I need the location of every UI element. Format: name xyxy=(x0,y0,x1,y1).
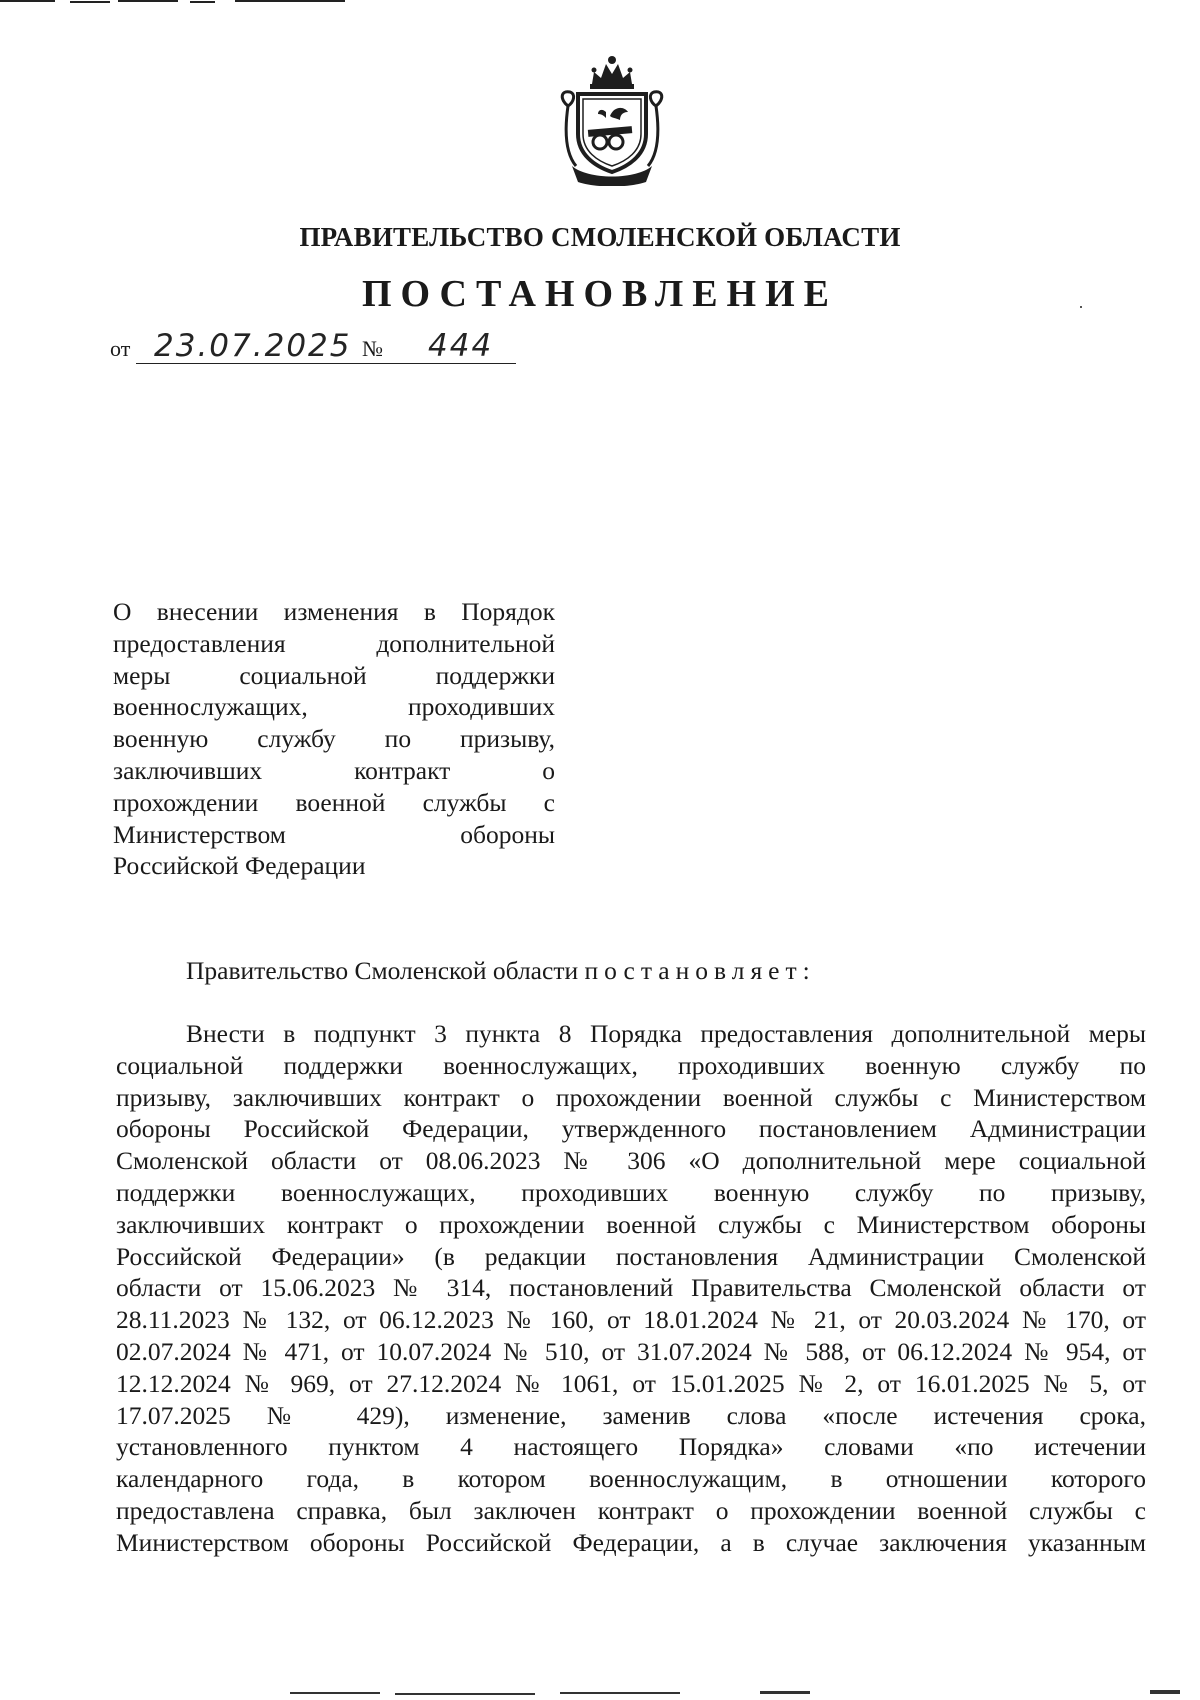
scan-speck xyxy=(1080,306,1082,308)
body-line: призыву, заключивших контракт о прохождении военной службы с Министерством xyxy=(116,1082,1146,1112)
body-line: 17.07.2025 № 429), изменение, заменив слова «после истечения срока, xyxy=(116,1400,1146,1430)
subject-line: О внесении изменения в Порядок xyxy=(113,597,555,626)
subject-line: военную службу по призыву, xyxy=(113,724,555,754)
preamble-text: Правительство Смоленской области xyxy=(186,956,585,985)
date-prefix: от xyxy=(110,336,131,361)
body-line: поддержки военнослужащих, проходивших военную службу по призыву, xyxy=(116,1177,1146,1207)
preamble-resolves: постановляет: xyxy=(584,956,816,985)
handwritten-number: 444 xyxy=(428,328,494,364)
body-line: Российской Федерации» (в редакции постановления Администрации Смоленской xyxy=(116,1241,1146,1271)
resolution-body xyxy=(116,1018,1146,1559)
scan-artifact-bottom xyxy=(0,1688,1200,1698)
subject-line: Министерством обороны xyxy=(113,819,555,849)
document-subject xyxy=(113,596,555,882)
body-line: социальной поддержки военнослужащих, проходивших военную службу по xyxy=(116,1050,1146,1080)
scan-artifact-top xyxy=(0,0,350,3)
body-line: Министерством обороны Российской Федерации, а в случае заключения указанным xyxy=(116,1527,1146,1557)
subject-line: меры социальной поддержки xyxy=(113,660,555,690)
handwritten-date: 23.07.2025 xyxy=(154,328,352,364)
subject-line: прохождении военной службы с xyxy=(113,787,555,817)
subject-line: предоставления дополнительной xyxy=(113,628,555,658)
body-line: 12.12.2024 № 969, от 27.12.2024 № 1061, от 15.01.2025 № 2, от 16.01.2025 № 5, от xyxy=(116,1368,1146,1398)
body-line: 28.11.2023 № 132, от 06.12.2023 № 160, от 18.01.2024 № 21, от 20.03.2024 № 170, от xyxy=(116,1305,1146,1335)
body-line: 02.07.2024 № 471, от 10.07.2024 № 510, от 31.07.2024 № 588, от 06.12.2024 № 954, от xyxy=(116,1336,1146,1366)
subject-line: Российской Федерации xyxy=(113,851,366,881)
body-line: предоставлена справка, был заключен контракт о прохождении военной службы с xyxy=(116,1495,1146,1525)
document-type-title: ПОСТАНОВЛЕНИЕ xyxy=(361,273,839,315)
date-number-line xyxy=(110,330,530,370)
body-line: области от 15.06.2023 № 314, постановлений Правительства Смоленской области от xyxy=(116,1273,1146,1303)
body-line: Внести в подпункт 3 пункта 8 Порядка предоставления дополнительной меры xyxy=(186,1019,1146,1048)
body-line: заключивших контракт о прохождении военной службы с Министерством обороны xyxy=(116,1209,1146,1239)
body-line: обороны Российской Федерации, утвержденного постановлением Администрации xyxy=(116,1114,1146,1144)
number-prefix: № xyxy=(362,336,383,361)
subject-line: военнослужащих, проходивших xyxy=(113,692,555,722)
body-line: установленного пунктом 4 настоящего Порядка» словами «по истечении xyxy=(116,1432,1146,1462)
body-line: Смоленской области от 08.06.2023 № 306 «О дополнительной мере социальной xyxy=(116,1146,1146,1176)
preamble xyxy=(186,956,816,986)
body-line: календарного года, в котором военнослужащим, в отношении которого xyxy=(116,1464,1146,1494)
government-name: ПРАВИТЕЛЬСТВО СМОЛЕНСКОЙ ОБЛАСТИ xyxy=(299,222,901,252)
coat-of-arms-icon xyxy=(554,54,670,186)
subject-line: заключивших контракт о xyxy=(113,755,555,785)
